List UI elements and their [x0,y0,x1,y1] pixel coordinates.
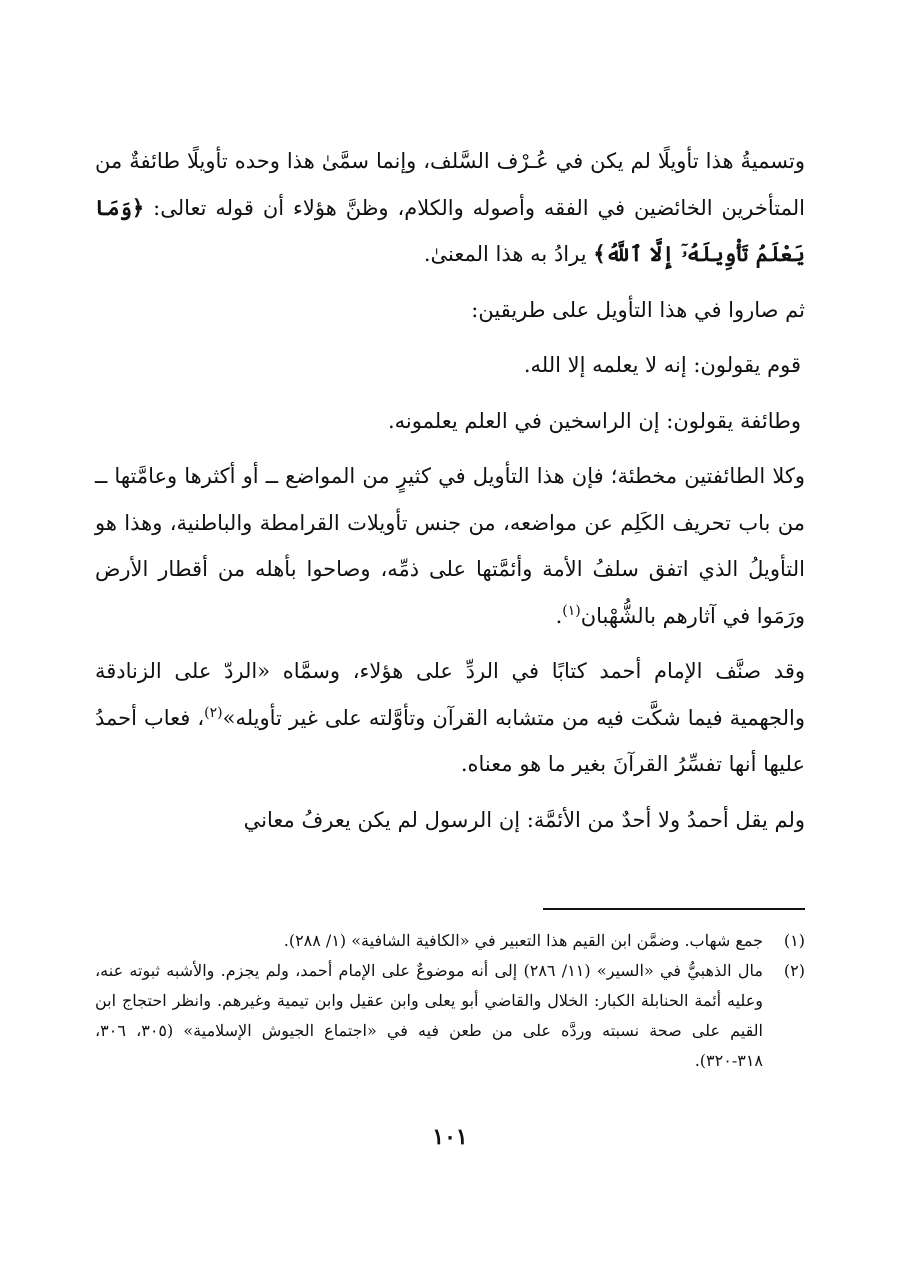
bullet-item-1 [95,342,805,389]
footnote-divider [543,908,805,910]
paragraph-1 [95,138,805,278]
bullet-item-2 [95,398,805,445]
footnote-1-text: جمع شهاب. وضمَّن ابن القيم هذا التعبير في «الكافية الشافية» (١/ ٢٨٨). [283,931,763,950]
paragraph-1-end: يرادُ به هذا المعنىٰ. [423,242,594,266]
footnote-ref-1[interactable]: (١) [562,602,581,619]
paragraph-1-text: وتسميةُ هذا تأويلًا لم يكن في عُـرْف السَّلف، وإنما سمَّىٰ هذا وحده تأويلًا طائفةٌ من المتأخرين الخائضين في الفقه وأصوله والكلام، وظنَّ هؤلاء أن قوله تعالى: [95,149,805,220]
footnote-2-text: مال الذهبيُّ في «السير» (١١/ ٢٨٦) إلى أنه موضوعٌ على الإمام أحمد، ولم يجزم. والأشبه ثبوته عنه، وعليه أئمة الحنابلة الكبار: الخلال والقاضي أبو يعلى وابن عقيل وابن تيمية وغيرهم. وانظر احتجاج ابن القيم على صحة نسبته وردَّه على من طعن فيه في «اجتماع الجيوش الإسلامية» (٣٠٥، ٣٠٦، ٣١٨-٣٢٠). [95,961,763,1070]
footnote-2 [95,956,805,1076]
paragraph-2: ثم صاروا في هذا التأويل على طريقين: [471,297,805,322]
footnote-ref-2[interactable]: (٢) [204,704,223,721]
quran-verse: ﴿وَمَا يَعْلَمُ تَأْوِيلَهُۥٓ إِلَّا ٱللَّهُ﴾ [95,194,805,266]
page-body [95,138,805,852]
footnote-2-number: (٢) [783,961,805,980]
footnotes [95,908,805,1076]
page-number: ١٠١ [432,1124,468,1150]
paragraph-4-text: وقد صنَّف الإمام أحمد كتابًا في الردِّ على هؤلاء، وسمَّاه «الردّ على الزنادقة والجهمية فيما شكَّت فيه من متشابه القرآن وتأوَّلته على غير تأويله» [95,659,805,730]
bullet-item-1-text: قوم يقولون: إنه لا يعلمه إلا الله. [523,353,801,377]
paragraph-3 [95,453,805,639]
footnote-1 [95,926,805,956]
paragraph-4-end: ، فعاب أحمدُ عليها أنها تفسِّرُ القرآنَ بغير ما هو معناه. [95,705,805,776]
paragraph-4 [95,648,805,788]
paragraph-5: ولم يقل أحمدُ ولا أحدٌ من الأئمَّة: إن الرسول لم يكن يعرفُ معاني [243,807,805,832]
footnote-1-number: (١) [783,931,805,950]
bullet-item-2-text: وطائفة يقولون: إن الراسخين في العلم يعلمونه. [387,408,801,433]
paragraph-3-text: وكلا الطائفتين مخطئة؛ فإن هذا التأويل في كثيرٍ من المواضع ــ أو أكثرها وعامَّتها ــ من باب تحريف الكَلِم عن مواضعه، من جنس تأويلات القرامطة والباطنية، وهذا هو التأويلُ الذي اتفق سلفُ الأمة وأئمَّتها على ذمِّه، وصاحوا بأهله من أقطار الأرض ورَمَوا في آثارهم بالشُّهْبان [95,464,805,628]
paragraph-3-end: . [555,603,563,628]
